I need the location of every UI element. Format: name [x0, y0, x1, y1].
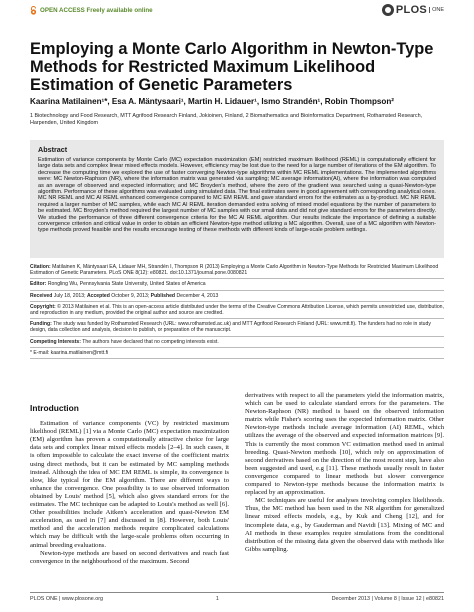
abstract-box — [30, 140, 444, 258]
article-metadata — [30, 262, 444, 359]
open-access-label — [30, 6, 153, 15]
page-footer — [30, 592, 444, 602]
introduction-heading: Introduction — [30, 403, 79, 413]
citation-label: Citation: — [30, 264, 51, 270]
issue-info: December 2013 | Volume 8 | Issue 12 | e80821 — [331, 595, 444, 602]
published-label: Published — [150, 292, 176, 299]
abstract-text: Estimation of variance components by Monte Carlo (MC) expectation maximization (EM) restricted maximum likelihood (REML) is computationally efficient for large data sets and complex linear mixed effects models. However, efficiency may be lost due to the need for a large number of iterations of the EM algorithm. To decrease the computing time we explored the use of faster converging Newton-type algorithms within MC REML implementations. The implemented algorithms were: MC Newton-Raphson (NR), where the information matrix was generated via sampling; MC average information(AI), where the information was computed as an average of observed and expected information; and MC Broyden's method, where the zero of the gradient was searched using a quasi-Newton-type algorithm. Performance of these algorithms was evaluated using simulated data. The final estimates were in good agreement with corresponding analytical ones. MC NR REML and MC AI REML enhanced convergence compared to MC EM REML and gave standard errors for the estimates as a by-product. MC NR REML required a larger number of MC samples, while each MC AI REML iteration demanded extra solving of mixed model equations by the number of parameters to be estimated. MC Broyden's method required the largest number of MC samples with our small data and did not give standard errors for the parameters directly. We studied the performance of three different convergence criteria for the MC AI REML algorithm. Our results indicate the importance of defining a suitable convergence criterion and critical value in order to obtain an efficient Newton-type method utilizing a MC algorithm. Overall, use of a MC algorithm with Newton-type methods proved feasible and the results encourage testing of these methods with different kinds of large-scale problem settings. — [38, 157, 436, 234]
plos-one-logo[interactable] — [382, 4, 444, 16]
abstract-heading: Abstract — [38, 145, 68, 154]
open-access-text: OPEN ACCESS Freely available online — [40, 6, 153, 14]
corresponding-email[interactable]: E-mail: kaarina.matilainen@mtt.fi — [33, 349, 109, 356]
body-paragraph: derivatives with respect to all the parameters yield the information matrix, which can be used to calculate standard errors for the parameters. The Newton-Raphson (NR) method is based on the observed information matrix while Fisher's scoring uses the expected information matrix. Other Newton-type methods include average information (AI) REML, which utilizes the average of the observed and expected information matrices [9]. This is currently the most common VC estimation method used in animal breeding. Quasi-Newton methods [10], which rely on approximation of second derivatives based on the direction of the most recent step, have also been suggested and used, e.g [11]. These methods usually result in faster convergence compared to linear methods but slower convergence compared to Newton-type methods because the information matrix is replaced by an approximation. — [245, 392, 444, 497]
right-column — [245, 392, 444, 554]
copyright-label: Copyright: — [30, 303, 56, 310]
author-list: Kaarina Matilainen¹*, Esa A. Mäntysaari¹, Martin H. Lidauer¹, Ismo Strandén¹, Robin Thompson² — [30, 97, 394, 106]
plos-logo-icon — [382, 4, 394, 16]
funding-row — [30, 319, 444, 336]
received-date: July 18, 2013; — [53, 292, 86, 299]
accepted-label: Accepted — [86, 292, 110, 299]
interests-text: The authors have declared that no competing interests exist. — [82, 338, 219, 345]
funding-label: Funding: — [30, 321, 52, 328]
plos-one-sub: ONE — [429, 7, 444, 13]
intro-paragraph: Newton-type methods are based on second derivatives and reach fast convergence in the neighbourhood of the maximum. Second — [30, 549, 229, 565]
citation-row — [30, 262, 444, 279]
article-title: Employing a Monte Carlo Algorithm in Newton-Type Methods for Restricted Maximum Likelihood Estimation of Genetic Parameters — [30, 40, 434, 95]
citation-text: Matilainen K, Mäntysaari EA, Lidauer MH, Strandén I, Thompson R (2013) Employing a Monte Carlo Algorithm in Newton-Type Methods for Restricted Maximum Likelihood Estimation of Genetic Parameters. PLoS ONE 8(12): e80821. doi:10.1371/journal.pone.0080821 — [30, 264, 439, 277]
editor-text: Rongling Wu, Pennsylvania State University, United States of America — [47, 281, 206, 288]
body-paragraph: MC techniques are useful for analyses involving complex likelihoods. Thus, the MC method has been used in the NR algorithm for generalized linear mixed effects models, e.g., by Kuk and Cheng [12], and for incomplete data, e.g., by Gauderman and Navidi [13]. Mixing of MC and AI methods in these examples require simulations from the conditional distribution of the missing data given the observed data with methods like Gibbs sampling. — [245, 497, 444, 553]
funding-text: The study was funded by Rothamsted Research (URL: www.rothamsted.ac.uk) and MTT Agrifood Research Finland (URL: www.mtt.fi). The funders had no role in study design, data collection and analysis, decision to publish, or preparation of the manuscript. — [30, 321, 431, 334]
accepted-date: October 9, 2013; — [111, 292, 150, 299]
editor-label: Editor: — [30, 281, 47, 288]
email-row — [30, 348, 444, 359]
dates-row — [30, 291, 444, 302]
affiliations: 1 Biotechnology and Food Research, MTT Agrifood Research Finland, Jokioinen, Finland, 2 Biomathematics and Bioinformatics Department, Rothamsted Research, Harpenden, United Kingdom — [30, 113, 423, 127]
journal-site-link[interactable]: PLOS ONE | www.plosone.org — [30, 595, 104, 602]
email-marker: * — [30, 349, 32, 356]
left-column — [30, 404, 229, 566]
copyright-row — [30, 302, 444, 319]
received-label: Received — [30, 292, 53, 299]
page-header — [0, 0, 474, 20]
plos-brand: PLOS — [395, 4, 428, 16]
interests-row — [30, 337, 444, 348]
published-date: December 4, 2013 — [176, 292, 219, 299]
intro-paragraph: Estimation of variance components (VC) by restricted maximum likelihood (REML) [1] via a Monte Carlo (MC) expectation maximization (EM) algorithm has proven a computationally attractive choice for large data sets and complex linear mixed effects models [2–4]. In such cases, it is often impossible to calculate the exact inverse of the coefficient matrix using direct methods, but it can be estimated by MC sampling methods instead. Although the idea of MC EM REML is simple, its convergence is slow, like typical for the EM algorithm. There are different ways to enhance the convergence. One possibility is to use observed information obtained by Louis' method [5], which also gives standard errors for the estimates. The MC technique can be adapted to Louis's method as well [6]. Other possibilities include Aitken's acceleration and quasi-Newton EM acceleration, as used in [7] and discussed in [8]. However, both Louis' method and the acceleration methods require complicated calculations which may be difficult with the large-scale problems often occurring in animal breeding evaluations. — [30, 420, 229, 549]
editor-row — [30, 279, 444, 290]
open-lock-icon — [30, 6, 37, 15]
interests-label: Competing Interests: — [30, 338, 81, 345]
copyright-text: © 2013 Matilainen et al. This is an open-access article distributed under the terms of the Creative Commons Attribution License, which permits unrestricted use, distribution, and reproduction in any medium, provided the original author and source are credited. — [30, 303, 444, 317]
page-number: 1 — [215, 595, 219, 602]
